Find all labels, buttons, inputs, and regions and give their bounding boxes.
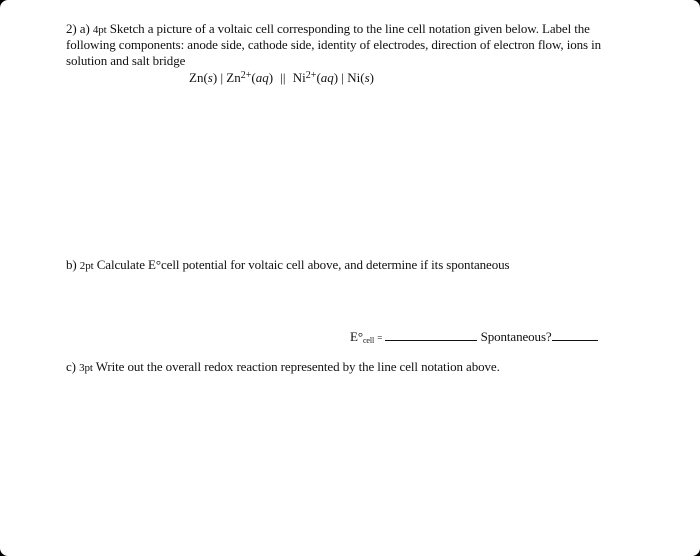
phase-boundary-2: |: [341, 70, 344, 85]
ecell-label: $E^\circ_{cell}$ =: [350, 329, 383, 345]
nickel-electrode: Ni(s): [347, 70, 374, 85]
part-a-letter: a): [79, 21, 90, 36]
line-cell-notation: [189, 70, 374, 85]
part-a-text-1: Sketch a picture of a voltaic cell corresponding to the line cell notation given below. Label the: [109, 21, 590, 36]
part-a-points: 4pt: [92, 24, 107, 36]
part-a-line-1: [66, 21, 590, 38]
zinc-ion: $Zn^{2+}(aq)$: [226, 70, 274, 85]
part-c-line: [66, 359, 500, 376]
question-number: 2): [66, 21, 77, 36]
zinc-electrode: Zn(s): [189, 70, 218, 85]
part-b-text: Calculate E°cell potential for voltaic cell above, and determine if its spontaneous: [96, 257, 510, 272]
phase-boundary-1: |: [220, 70, 224, 85]
part-a-line-2: following components: anode side, cathode side, identity of electrodes, direction of electron flow, ions in: [66, 37, 602, 52]
ecell-answer-blank[interactable]: [385, 329, 477, 341]
part-b-line: [66, 257, 509, 274]
part-c-text: Write out the overall redox reaction represented by the line cell notation above.: [95, 359, 500, 374]
spontaneous-answer-blank[interactable]: [552, 329, 598, 341]
part-a-line-3: solution and salt bridge: [66, 53, 186, 68]
part-b-letter: b): [66, 257, 77, 272]
part-b-points: 2pt: [79, 260, 94, 272]
spontaneous-label: Spontaneous?: [480, 329, 552, 344]
nickel-ion: $Ni^{2+}(aq)$: [292, 70, 339, 85]
part-c-points: 3pt: [79, 362, 93, 374]
ecell-answer-row: [350, 329, 598, 348]
part-c-letter: c): [66, 359, 76, 374]
salt-bridge-symbol: ||: [280, 70, 286, 85]
